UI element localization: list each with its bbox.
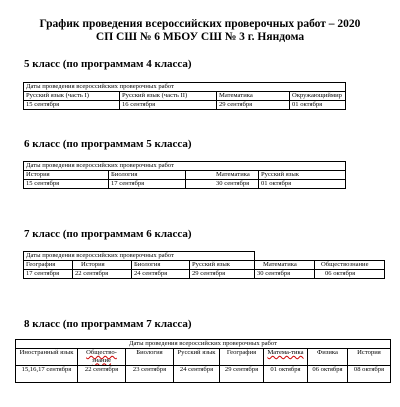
section-heading-grade6: 6 класс (по программам 5 класса) (24, 138, 192, 150)
subject-cell: Физика (308, 349, 348, 366)
subject-cell: История (24, 171, 109, 180)
subject-cell: Общество-знание (78, 349, 126, 366)
subject-cell: История (73, 261, 132, 270)
date-cell: 29 сентября (220, 366, 264, 383)
subject-cell: География (220, 349, 264, 366)
date-cell: 06 октября (308, 366, 348, 383)
subject-cell: Русский язык (190, 261, 255, 270)
subject-cell: Русский язык (часть II) (120, 92, 217, 101)
subject-cell: Окружающиймир (290, 92, 346, 101)
table-header: Даты проведения всероссийских проверочных работ (16, 340, 391, 349)
subject-cell: Биология (109, 171, 186, 180)
date-cell: 29 сентября (190, 270, 255, 279)
table-header: Даты проведения всероссийских проверочных работ (24, 162, 346, 171)
date-cell: 01 октября (264, 366, 308, 383)
section-heading-grade8: 8 класс (по программам 7 класса) (24, 318, 192, 330)
date-cell: 01 октября (259, 180, 346, 189)
date-cell: 22 сентября (73, 270, 132, 279)
subject-cell: География (24, 261, 73, 270)
date-cell: 30 сентября (186, 180, 259, 189)
date-cell: 24 сентября (132, 270, 190, 279)
subject-cell: Обществознание (315, 261, 385, 270)
date-cell: 15,16,17 сентября (16, 366, 78, 383)
schedule-table-grade8 (15, 339, 391, 383)
date-cell: 24 сентября (174, 366, 220, 383)
schedule-table-grade5 (23, 82, 346, 110)
subject-cell: Математика (186, 171, 259, 180)
subject-cell: Матема-тика (264, 349, 308, 366)
subject-cell: Математика (255, 261, 315, 270)
subject-cell: Русский язык (часть I) (24, 92, 120, 101)
subject-cell: Биология (132, 261, 190, 270)
table-header: Даты проведения всероссийских проверочных работ (24, 83, 346, 92)
page-subtitle: СП СШ № 6 МБОУ СШ № 3 г. Няндома (95, 31, 305, 43)
date-cell: 17 сентября (109, 180, 186, 189)
subject-cell: История (348, 349, 391, 366)
page-title: График проведения всероссийских проверочных работ – 2020 (39, 18, 361, 30)
date-cell: 16 сентября (120, 101, 217, 110)
section-heading-grade7: 7 класс (по программам 6 класса) (24, 228, 192, 240)
date-cell: 06 октября (315, 270, 385, 279)
date-cell: 29 сентября (217, 101, 290, 110)
subject-cell: Русский язык (259, 171, 346, 180)
table-header: Даты проведения всероссийских проверочных работ (24, 252, 255, 261)
schedule-table-grade7 (23, 251, 385, 279)
date-cell: 15 сентября (24, 101, 120, 110)
date-cell: 30 сентября (255, 270, 315, 279)
schedule-table-grade6 (23, 161, 346, 189)
date-cell: 23 сентября (126, 366, 174, 383)
date-cell: 17 сентября (24, 270, 73, 279)
subject-cell: Русский язык (174, 349, 220, 366)
section-heading-grade5: 5 класс (по программам 4 класса) (24, 58, 192, 70)
date-cell: 08 октября (348, 366, 391, 383)
subject-cell: Математика (217, 92, 290, 101)
date-cell: 01 октября (290, 101, 346, 110)
subject-cell: Иностранный язык (16, 349, 78, 366)
date-cell: 22 сентября (78, 366, 126, 383)
date-cell: 15 сентября (24, 180, 109, 189)
subject-cell: Биология (126, 349, 174, 366)
